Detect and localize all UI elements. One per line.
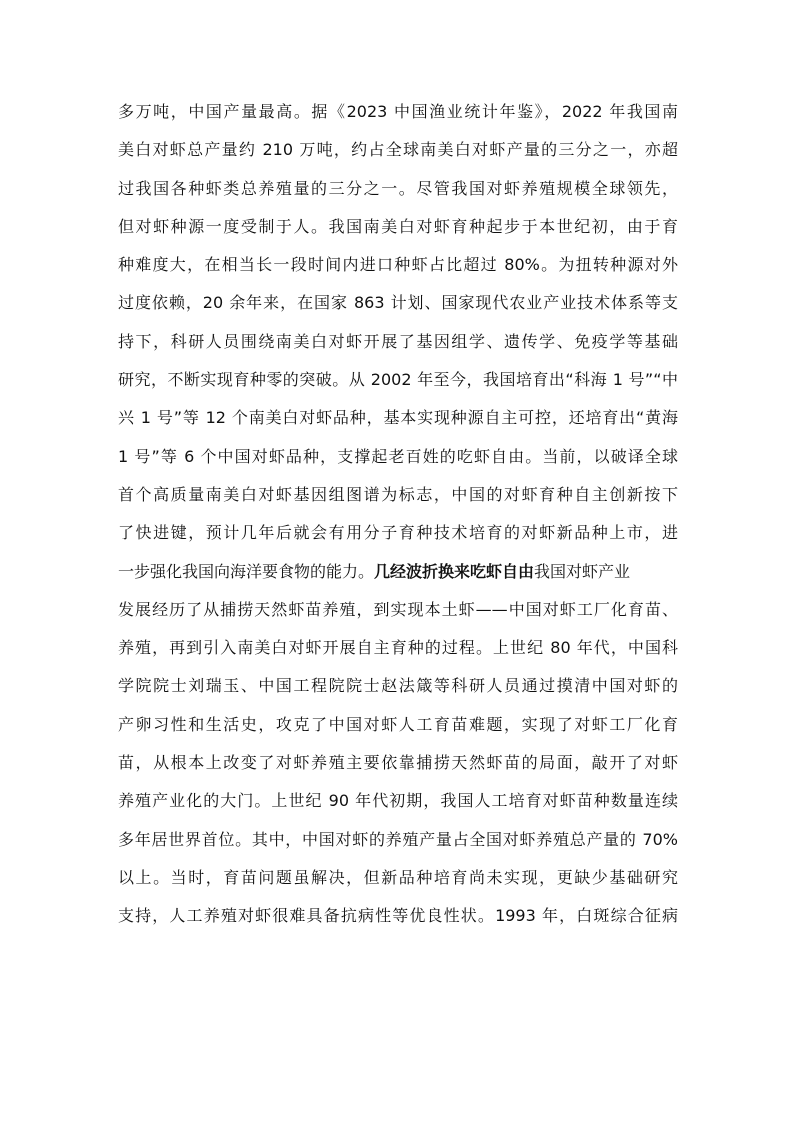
text-line-18: 苗，从根本上改变了对虾养殖主要依靠捕捞天然虾苗的局面，敲开了对虾 xyxy=(118,753,678,773)
text-line-6: 过度依赖，20 余年来，在国家 863 计划、国家现代农业产业技术体系等支 xyxy=(118,293,678,313)
text-line-3: 过我国各种虾类总养殖量的三分之一。尽管我国对虾养殖规模全球领先， xyxy=(118,178,678,198)
text-line-15: 养殖，再到引入南美白对虾开展自主育种的过程。上世纪 80 年代，中国科 xyxy=(118,638,678,658)
text-line-2: 美白对虾总产量约 210 万吨，约占全球南美白对虾产量的三分之一，亦超 xyxy=(118,140,678,160)
text-line-1: 多万吨，中国产量最高。据《2023 中国渔业统计年鉴》，2022 年我国南 xyxy=(118,102,678,121)
text-line-13-tail: 我国对虾产业 xyxy=(534,561,631,581)
text-line-21: 以上。当时，育苗问题虽解决，但新品种培育尚未实现，更缺少基础研究 xyxy=(118,867,678,887)
text-line-17: 产卵习性和生活史，攻克了中国对虾人工育苗难题，实现了对虾工厂化育 xyxy=(118,714,678,734)
text-line-22: 支持，人工养殖对虾很难具备抗病性等优良性状。1993 年，白斑综合征病 xyxy=(118,906,678,926)
text-line-14: 发展经历了从捕捞天然虾苗养殖，到实现本土虾——中国对虾工厂化育苗、 xyxy=(118,599,678,619)
body-text xyxy=(118,93,678,936)
text-line-12: 了快进键，预计几年后就会有用分子育种技术培育的对虾新品种上市，进 xyxy=(118,523,678,543)
text-line-8: 研究，不断实现育种零的突破。从 2002 年至今，我国培育出“科海 1 号”“中 xyxy=(118,370,678,390)
text-line-20: 多年居世界首位。其中，中国对虾的养殖产量占全国对虾养殖总产量的 70% xyxy=(118,829,678,849)
text-line-16: 学院院士刘瑞玉、中国工程院院士赵法箴等科研人员通过摸清中国对虾的 xyxy=(118,676,678,696)
text-line-4: 但对虾种源一度受制于人。我国南美白对虾育种起步于本世纪初，由于育 xyxy=(118,216,678,236)
text-line-9: 兴 1 号”等 12 个南美白对虾品种，基本实现种源自主可控，还培育出“黄海 xyxy=(118,408,678,428)
text-line-13 xyxy=(118,553,678,591)
text-line-10: 1 号”等 6 个中国对虾品种，支撑起老百姓的吃虾自由。当前，以破译全球 xyxy=(118,446,678,466)
text-line-5: 种难度大，在相当长一段时间内进口种虾占比超过 80%。为扭转种源对外 xyxy=(118,255,678,275)
section-heading: 几经波折换来吃虾自由 xyxy=(374,561,535,581)
text-line-19: 养殖产业化的大门。上世纪 90 年代初期，我国人工培育对虾苗种数量连续 xyxy=(118,791,678,811)
text-line-11: 首个高质量南美白对虾基因组图谱为标志，中国的对虾育种自主创新按下 xyxy=(118,484,678,504)
text-line-13-body: 一步强化我国向海洋要食物的能力。 xyxy=(118,561,375,581)
text-line-7: 持下，科研人员围绕南美白对虾开展了基因组学、遗传学、免疫学等基础 xyxy=(118,331,678,351)
